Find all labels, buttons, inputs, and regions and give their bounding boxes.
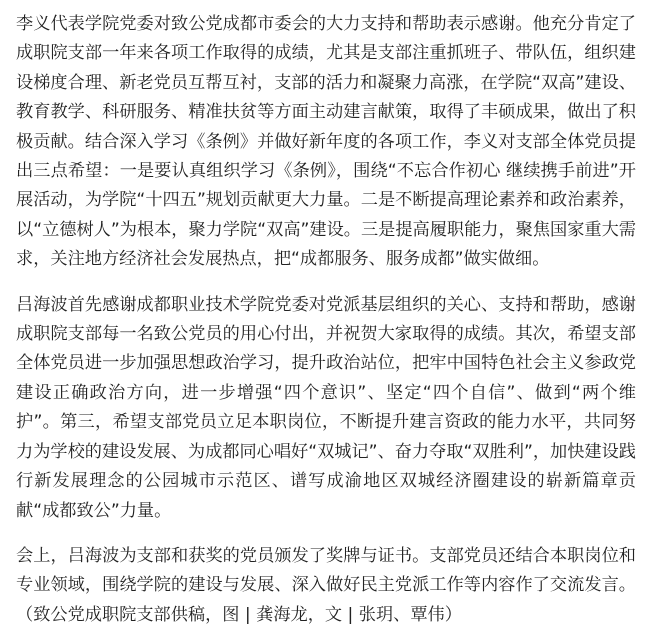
article-paragraph-1: 李义代表学院党委对致公党成都市委会的大力支持和帮助表示感谢。他充分肯定了成职院支部一年来各项工作取得的成绩，尤其是支部注重抓班子、带队伍，组织建设梯度合理、新老党员互帮互衬，支部的活力和凝聚力高涨，在学院“双高”建设、教育教学、科研服务、精准扶贫等方面主动建言献策，取得了丰硕成果，做出了积极贡献。结合深入学习《条例》并做好新年度的各项工作，李义对支部全体党员提出三点希望：一是要认真组织学习《条例》，围绕“不忘合作初心 继续携手前进”开展活动，为学院“十四五”规划贡献更大力量。二是不断提高理论素养和政治素养，以“立德树人”为根本，聚力学院“双高”建设。三是提高履职能力，聚焦国家重大需求，关注地方经济社会发展热点，把“成都服务、服务成都”做实做细。 bbox=[16, 14, 636, 270]
article-paragraph-2: 吕海波首先感谢成都职业技术学院党委对党派基层组织的关心、支持和帮助，感谢成职院支部每一名致公党员的用心付出，并祝贺大家取得的成绩。其次，希望支部全体党员进一步加强思想政治学习，提升政治站位，把牢中国特色社会主义参政党建设正确政治方向，进一步增强“四个意识”、坚定“四个自信”、做到“两个维护”。第三，希望支部党员立足本职岗位，不断提升建言资政的能力水平，共同努力为学校的建设发展、为成都同心唱好“双城记”、奋力夺取“双胜利”，加快建设践行新发展理念的公园城市示范区、谱写成渝地区双城经济圈建设的崭新篇章贡献“成都致公”力量。 bbox=[16, 294, 636, 521]
article-body bbox=[16, 10, 636, 630]
article-paragraph-3: 会上，吕海波为支部和获奖的党员颁发了奖牌与证书。支部党员还结合本职岗位和专业领域，围绕学院的建设与发展、深入做好民主党派工作等内容作了交流发言。（致公党成职院支部供稿，图 | 龚海龙，文 | 张玥、覃伟） bbox=[16, 545, 636, 625]
